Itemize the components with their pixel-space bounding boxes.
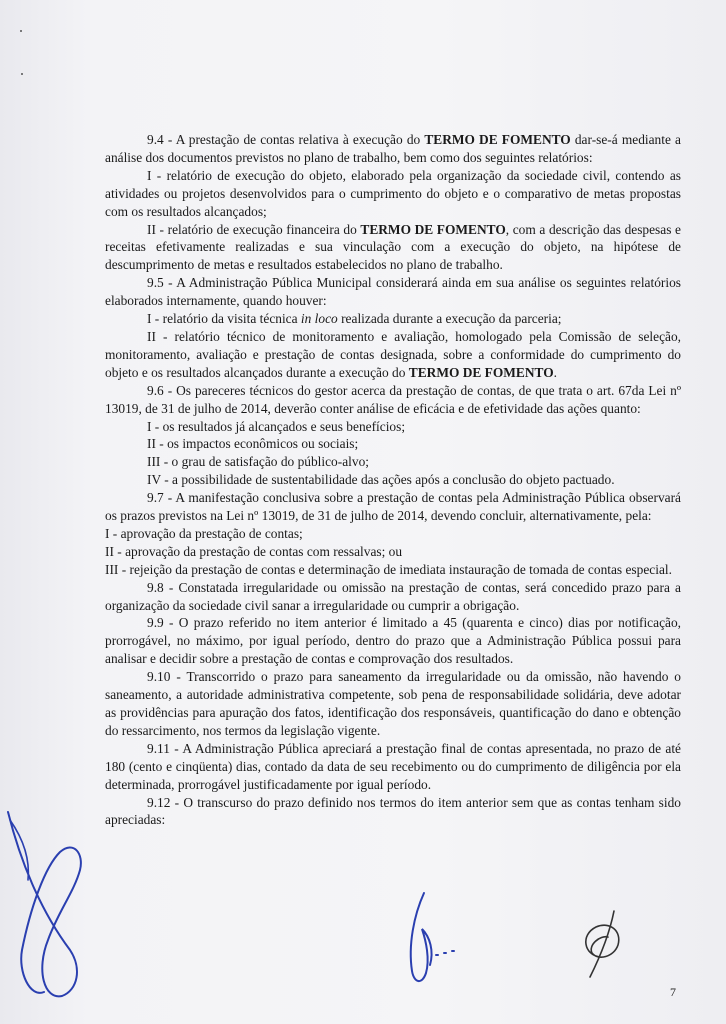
clause-9-6-item-iii: III - o grau de satisfação do público-alvo; xyxy=(147,454,369,470)
clause-9-7-item-ii: II - aprovação da prestação de contas com ressalvas; ou xyxy=(105,543,403,559)
term-emphasis: TERMO DE FOMENTO xyxy=(408,364,554,380)
clause-text: II - relatório técnico de monitoramento e avaliação, homologado pela Comissão de seleção, monitoramento, avaliação e prestação de contas designada, sobre a conformidade do cumprimento do objeto e os resultados alcançados durante a execução do xyxy=(105,328,681,380)
clause-9-4-item-ii xyxy=(105,221,681,275)
page-number: 7 xyxy=(670,985,676,999)
document-body xyxy=(105,131,681,829)
clause-9-8: 9.8 - Constatada irregularidade ou omissão na prestação de contas, será concedido prazo para a organização da sociedade civil sanar a irregularidade ou cumprir a obrigação. xyxy=(105,579,681,613)
clause-text: dar-se-á mediante a análise dos documentos previstos no plano de trabalho, bem como dos seguintes relatórios: xyxy=(105,132,681,165)
clause-9-5-item-ii xyxy=(105,328,681,382)
signature-flourish xyxy=(570,905,640,985)
clause-text: realizada durante a execução da parceria; xyxy=(337,311,562,327)
clause-9-7: 9.7 - A manifestação conclusiva sobre a prestação de contas pela Administração Pública observará os prazos previstos na Lei nº 13019, de 31 de julho de 2014, devendo concluir, alternativamente, pela: xyxy=(105,490,681,524)
clause-text: 9.4 - A prestação de contas relativa à execução do xyxy=(147,132,425,147)
term-emphasis: TERMO DE FOMENTO xyxy=(360,221,506,237)
clause-9-6-item-i: I - os resultados já alcançados e seus benefícios; xyxy=(147,418,406,434)
term-emphasis: TERMO DE FOMENTO xyxy=(424,132,571,147)
italic-term: in loco xyxy=(300,311,338,327)
clause-text: I - relatório da visita técnica xyxy=(147,311,301,327)
clause-text: , com a descrição das despesas e receitas efetivamente realizadas e sua vinculação com a execução do objeto, na hipótese de descumprimento de metas e resultados estabelecidos no plano de trabalho. xyxy=(105,221,681,273)
clause-text: II - relatório de execução financeira do xyxy=(147,221,361,237)
clause-9-5: 9.5 - A Administração Pública Municipal considerará ainda em sua análise os seguintes relatórios elaborados internamente, quando houver: xyxy=(105,275,681,309)
clause-9-4-item-i: I - relatório de execução do objeto, elaborado pela organização da sociedade civil, contendo as atividades ou projetos desenvolvidos para o cumprimento do objeto e o comparativo de metas propostas com os resultados alcançados; xyxy=(105,167,681,219)
clause-9-6-item-ii: II - os impactos econômicos ou sociais; xyxy=(147,436,359,452)
paper-speck xyxy=(21,73,23,75)
paper-speck xyxy=(20,30,22,32)
clause-9-11: 9.11 - A Administração Pública apreciará a prestação final de contas apresentada, no prazo de até 180 (cento e cinqüenta) dias, contado da data de seu recebimento ou do cumprimento de diligência por ela determinada, prorrogável justificadamente por igual período. xyxy=(105,740,681,792)
margin-signature xyxy=(0,800,90,1010)
clause-9-7-item-i: I - aprovação da prestação de contas; xyxy=(105,525,303,541)
clause-9-6: 9.6 - Os pareceres técnicos do gestor acerca da prestação de contas, de que trata o art. 67da Lei nº 13019, de 31 de julho de 2014, deverão conter análise de eficácia e de efetividade das ações quanto: xyxy=(105,382,681,416)
clause-9-6-item-iv: IV - a possibilidade de sustentabilidade das ações após a conclusão do objeto pactuado. xyxy=(147,472,615,488)
signature-initial xyxy=(400,885,470,995)
clause-9-4 xyxy=(105,131,681,167)
clause-9-5-item-i xyxy=(105,310,681,328)
clause-9-12: 9.12 - O transcurso do prazo definido nos termos do item anterior sem que as contas tenham sido apreciadas: xyxy=(105,794,681,828)
clause-9-10: 9.10 - Transcorrido o prazo para saneamento da irregularidade ou da omissão, não havendo o saneamento, a autoridade administrativa competente, sob pena de responsabilidade solidária, deve adotar as providências para apuração dos fatos, identificação dos responsáveis, quantificação do dano e obtenção do ressarcimento, nos termos da legislação vigente. xyxy=(105,669,681,738)
clause-9-7-item-iii: III - rejeição da prestação de contas e determinação de imediata instauração de tomada de contas especial. xyxy=(105,561,672,577)
clause-text: . xyxy=(553,364,557,380)
clause-9-9: 9.9 - O prazo referido no item anterior é limitado a 45 (quarenta e cinco) dias por notificação, prorrogável, no máximo, por igual período, dentro do prazo que a Administração Pública possui para analisar e decidir sobre a prestação de contas e comprovação dos resultados. xyxy=(105,615,681,667)
